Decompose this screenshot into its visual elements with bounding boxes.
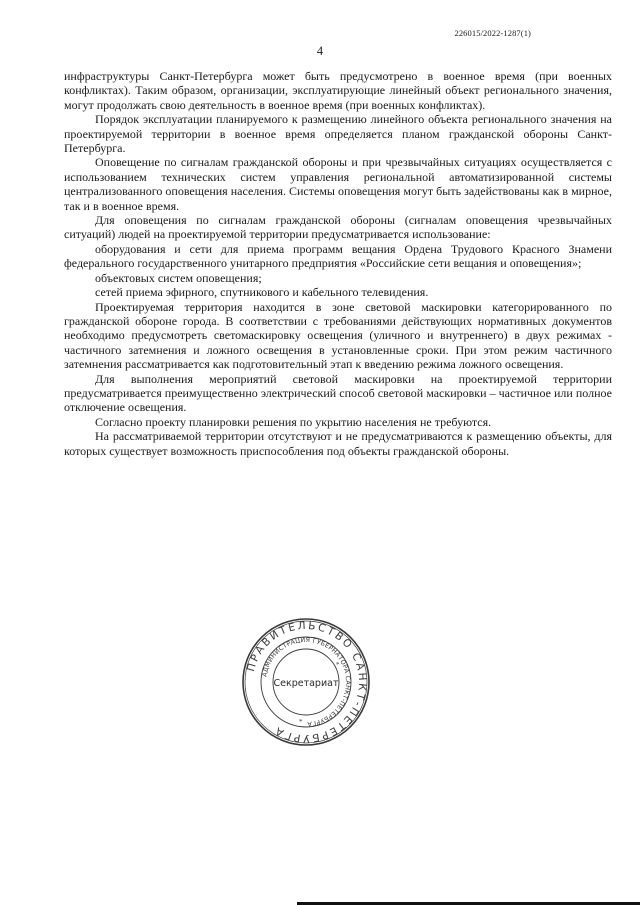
stamp-outer-text: ПРАВИТЕЛЬСТВО САНКТ-ПЕТЕРБУРГА bbox=[245, 619, 369, 745]
stamp-graphic bbox=[241, 617, 371, 747]
paragraph-shelter: Согласно проекту планировки решения по укрытию населения не требуются. bbox=[95, 414, 492, 429]
paragraph-continuation: инфраструктуры Санкт-Петербурга может быть предусмотрено в военное время (при военных конфликтах). Таким образом, организации, эксплуатирующие линейный объект регионального значения, могут продолжать свою деятельность в военное время (при военных конфликтах). bbox=[64, 69, 612, 112]
paragraph-light-masking-zone: Проектируемая территория находится в зоне световой маскировки категорированного по гражданской обороне города. В соответствии с требованиями действующих нормативных документов необходимо предусмотреть светомаскировку освещения (уличного и внутреннего) в двух режимах - частичного затемнения и ложного освещения в установленные сроки. При этом режим частичного затемнения рассматривается как подготовительный этап к введению режима ложного освещения. bbox=[64, 299, 612, 372]
paragraph-civil-defense-objects: На рассматриваемой территории отсутствуют и не предусматриваются к размещению объекты, для которых существует возможность приспособления под объекты гражданской обороны. bbox=[64, 429, 612, 458]
paragraph-alerting: Оповещение по сигналам гражданской обороны и при чрезвычайных ситуациях осуществляется с использованием технических систем управления региональной автоматизированной системы централизованного оповещения населения. Системы оповещения могут быть задействованы как в мирное, так и в военное время. bbox=[64, 155, 612, 213]
official-round-stamp bbox=[241, 617, 371, 747]
list-item-tv-networks: сетей приема эфирного, спутникового и кабельного телевидения. bbox=[95, 285, 429, 300]
paragraph-alerting-means: Для оповещения по сигналам гражданской обороны (сигналам оповещения чрезвычайных ситуаций) людей на проектируемой территории предусматривается использование: bbox=[64, 213, 612, 242]
document-body bbox=[64, 69, 612, 458]
list-item-object-systems: объектовых систем оповещения; bbox=[95, 270, 262, 285]
list-item-broadcast-equipment: оборудования и сети для приема программ вещания Ордена Трудового Красного Знамени федерального государственного унитарного предприятия «Российские сети вещания и оповещения»; bbox=[64, 241, 612, 271]
stamp-star-icon: * bbox=[299, 718, 303, 726]
document-registration-number: 226015/2022-1287(1) bbox=[454, 28, 531, 38]
paragraph-operation-order: Порядок эксплуатации планируемого к размещению линейного объекта регионального значения на проектируемой территории в военное время определяется планом гражданской обороны Санкт-Петербурга. bbox=[64, 112, 612, 156]
stamp-star-icon: * bbox=[336, 661, 340, 669]
stamp-center-text: Секретариат bbox=[273, 678, 339, 689]
page-number: 4 bbox=[316, 44, 324, 58]
stamp-inner-text: АДМИНИСТРАЦИЯ ГУБЕРНАТОРА САНКТ-ПЕТЕРБУРГА bbox=[261, 636, 352, 728]
paragraph-light-masking-method: Для выполнения мероприятий световой маскировки на проектируемой территории предусматривается преимущественно электрический способ световой маскировки – частичное или полное отключение освещения. bbox=[64, 371, 612, 415]
